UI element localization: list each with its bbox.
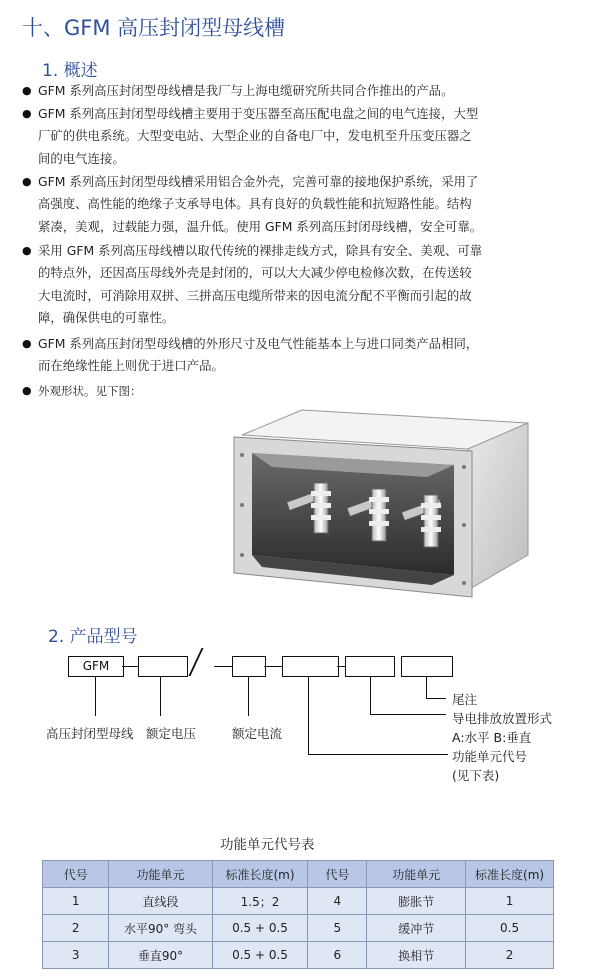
text-line: GFM 系列高压封闭型母线槽主要用于变压器至高压配电盘之间的电气连接，大型: [38, 106, 479, 121]
table-cell: 水平90° 弯头: [109, 915, 212, 942]
table-cell: 2: [466, 942, 554, 969]
text-line: 紧凑，美观，过载能力强，温升低。使用 GFM 系列高压封闭母线槽，安全可靠。: [38, 218, 483, 234]
table-row: [43, 888, 554, 915]
leader-line: [160, 676, 161, 716]
table-cell: 直线段: [109, 888, 212, 915]
table-cell: 0.5: [466, 915, 554, 942]
header-cell: 代号: [43, 861, 109, 888]
text-line: 而在绝缘性能上则优于进口产品。: [38, 358, 224, 374]
bullet-icon: ●: [22, 384, 32, 397]
label-arrangement-options: A:水平 B:垂直: [452, 730, 532, 745]
connector-line: [337, 666, 345, 667]
text-line: 大电流时，可消除用双拼、三拼高压电缆所带来的因电流分配不平衡而引起的故: [38, 287, 472, 303]
table-cell: 1: [43, 888, 109, 915]
label-see-below: (见下表): [452, 768, 500, 783]
table-cell: 换相节: [367, 942, 466, 969]
header-cell: 标准长度(m): [466, 861, 554, 888]
overview-paragraph-1: [22, 80, 558, 102]
label-busway: 高压封闭型母线: [46, 726, 134, 741]
table-cell: 0.5 + 0.5: [212, 942, 308, 969]
table-cell: 缓冲节: [367, 915, 466, 942]
leader-line: [370, 714, 446, 715]
leader-line: [426, 676, 427, 698]
model-suffix-box: [401, 656, 453, 677]
header-cell: 代号: [308, 861, 367, 888]
table-row: [43, 942, 554, 969]
header-cell: 功能单元: [367, 861, 466, 888]
section-heading-model: 2. 产品型号: [48, 627, 138, 647]
bullet-icon: ●: [22, 175, 32, 188]
table-caption: 功能单元代号表: [220, 837, 315, 853]
overview-paragraph-6: [22, 380, 558, 402]
leader-line: [308, 676, 309, 754]
model-function-box: [282, 656, 339, 677]
table-row: [43, 915, 554, 942]
text-line: GFM 系列高压封闭型母线槽采用铝合金外壳，完善可靠的接地保护系统，采用了: [38, 174, 479, 189]
busway-product-photo: [232, 405, 530, 605]
model-current-box: [232, 656, 266, 677]
bullet-icon: ●: [22, 84, 32, 97]
table-cell: 1.5；2: [212, 888, 308, 915]
text-line: 外观形状。见下图：: [38, 384, 142, 398]
leader-line: [426, 698, 446, 699]
table-header-row: [43, 861, 554, 888]
text-line: 障，确保供电的可靠性。: [38, 310, 175, 326]
model-arrangement-box: [345, 656, 395, 677]
header-cell: 标准长度(m): [212, 861, 308, 888]
overview-paragraph-5: [22, 333, 558, 378]
leader-line: [95, 676, 96, 716]
table-cell: 垂直90°: [109, 942, 212, 969]
label-rated-voltage: 额定电压: [146, 726, 197, 741]
label-suffix: 尾注: [452, 692, 478, 707]
label-rated-current: 额定电流: [232, 726, 283, 741]
table-cell: 0.5 + 0.5: [212, 915, 308, 942]
function-unit-table: [42, 860, 554, 969]
table-cell: 2: [43, 915, 109, 942]
text-line: 厂矿的供电系统。大型变电站、大型企业的自备电厂中，发电机至升压变压器之: [38, 128, 472, 144]
page-title: 十、GFM 高压封闭型母线槽: [22, 16, 286, 40]
text-line: GFM 系列高压封闭型母线槽的外形尺寸及电气性能基本上与进口同类产品相同，: [38, 336, 479, 351]
leader-line: [248, 676, 249, 716]
connector-line: [122, 666, 138, 667]
model-prefix-box: GFM: [68, 656, 124, 677]
slash-separator: [188, 648, 203, 676]
label-function-code: 功能单元代号: [452, 749, 528, 764]
table-cell: 1: [466, 888, 554, 915]
text-line: 高强度、高性能的绝缘子支承导电体。具有良好的负载性能和抗短路性能。结构: [38, 196, 472, 212]
connector-line: [264, 666, 282, 667]
section-heading-overview: 1. 概述: [42, 61, 98, 81]
text-line: 采用 GFM 系列高压母线槽以取代传统的裸排走线方式，除具有安全、美观、可靠: [38, 243, 483, 258]
leader-line: [308, 754, 448, 755]
table-cell: 3: [43, 942, 109, 969]
overview-paragraph-2: [22, 103, 558, 170]
leader-line: [370, 676, 371, 714]
model-voltage-box: [138, 656, 188, 677]
overview-paragraph-3: [22, 171, 558, 238]
table-cell: 6: [308, 942, 367, 969]
overview-paragraph-4: [22, 240, 558, 330]
bullet-icon: ●: [22, 107, 32, 120]
bullet-icon: ●: [22, 337, 32, 350]
table-cell: 膨胀节: [367, 888, 466, 915]
text-line: GFM 系列高压封闭型母线槽是我厂与上海电缆研究所共同合作推出的产品。: [38, 83, 454, 98]
table-cell: 5: [308, 915, 367, 942]
busway-illustration: [232, 405, 530, 605]
header-cell: 功能单元: [109, 861, 212, 888]
connector-line: [214, 666, 232, 667]
text-line: 间的电气连接。: [38, 150, 125, 166]
bullet-icon: ●: [22, 244, 32, 257]
label-arrangement: 导电排放放置形式: [452, 711, 553, 726]
table-cell: 4: [308, 888, 367, 915]
text-line: 的特点外，还因高压母线外壳是封闭的，可以大大减少停电检修次数，在传送较: [38, 265, 472, 281]
